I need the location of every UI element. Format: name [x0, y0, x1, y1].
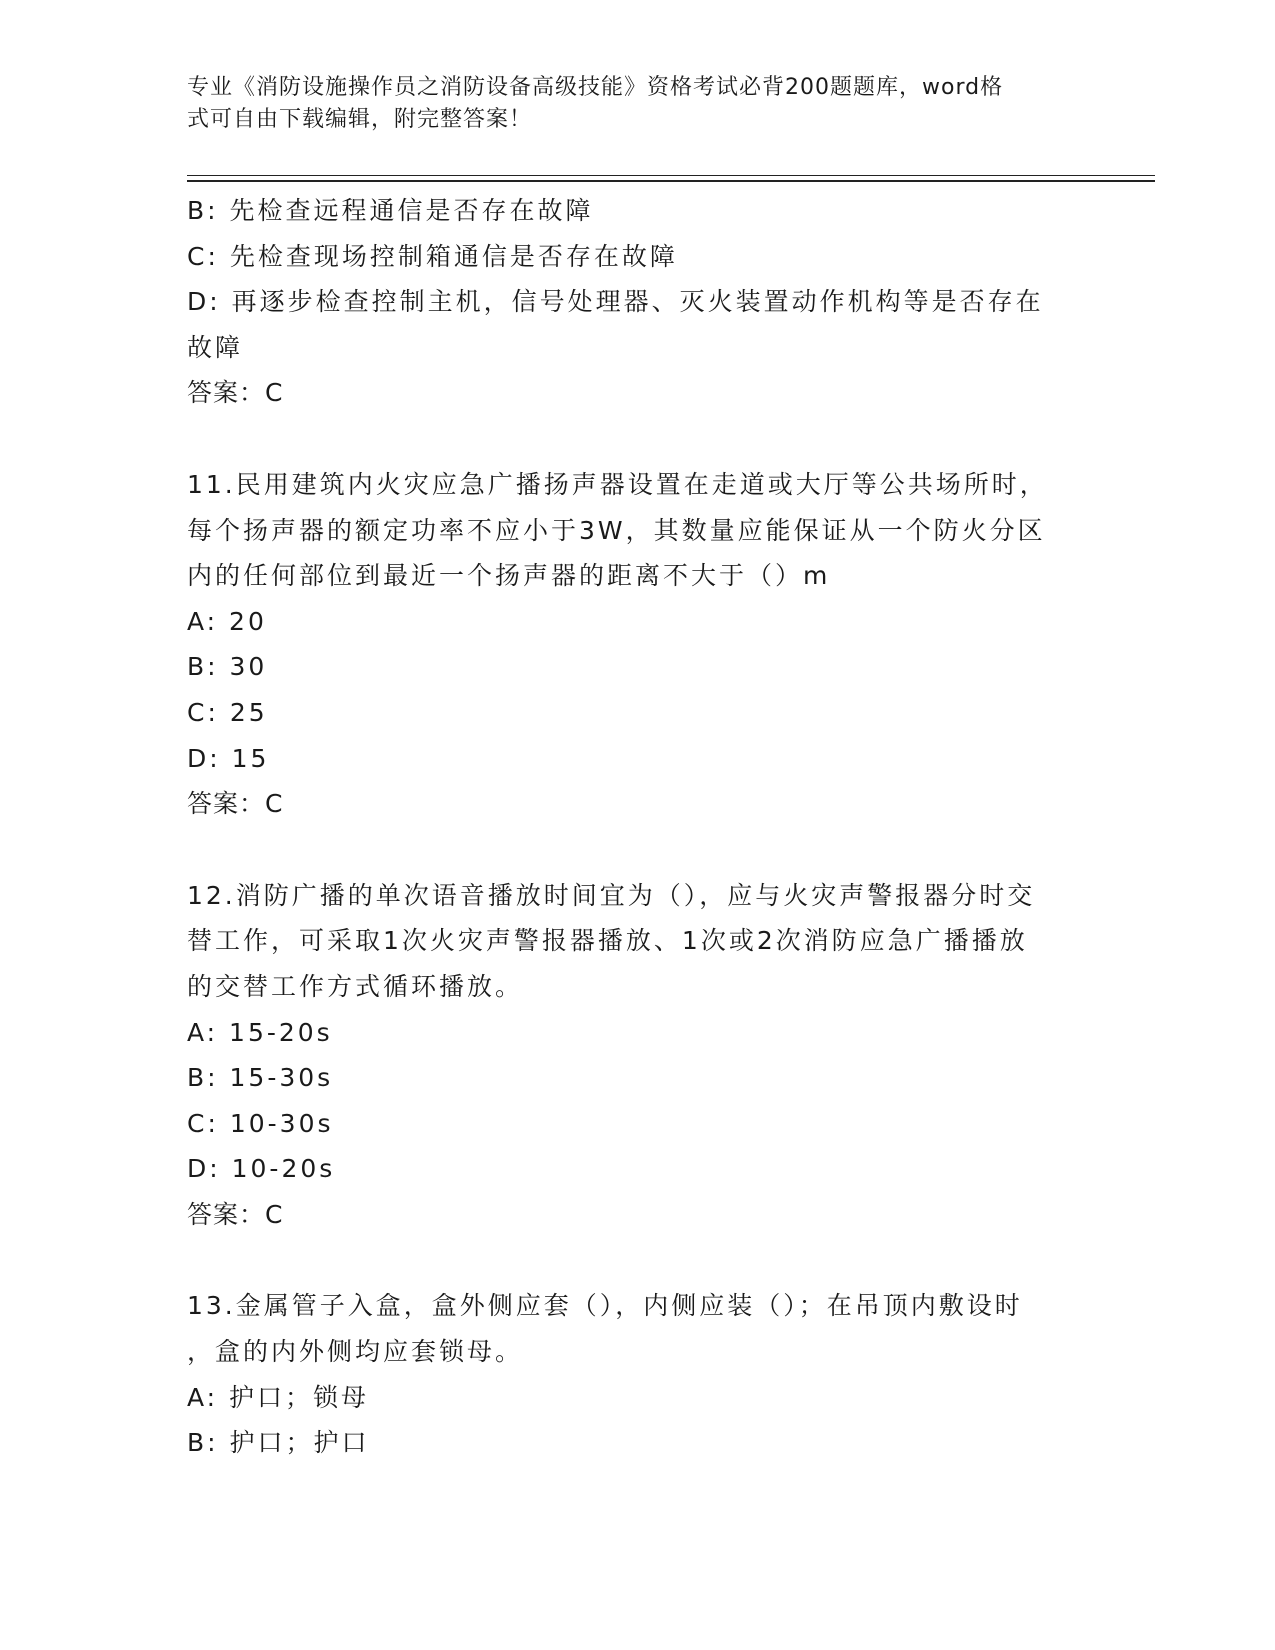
option-c: C: 先检查现场控制箱通信是否存在故障 [187, 241, 678, 271]
option-d: D: 15 [187, 743, 270, 773]
spacer [187, 416, 1087, 462]
option-a: A: 20 [187, 606, 267, 636]
option-c: C: 10-30s [187, 1108, 334, 1138]
question-content [187, 188, 1087, 1466]
question-12 [187, 873, 1087, 1238]
answer: 答案：C [187, 378, 284, 408]
option-b: B: 护口；护口 [187, 1428, 370, 1458]
header-divider-thin [187, 175, 1155, 176]
option-d: D: 再逐步检查控制主机，信号处理器、灭火装置动作机构等是否存在 [187, 287, 1044, 317]
option-d: D: 10-20s [187, 1154, 336, 1184]
answer: 答案：C [187, 1199, 284, 1229]
option-d-continued: 故障 [187, 332, 244, 362]
question-stem: 12.消防广播的单次语音播放时间宜为（），应与火灾声警报器分时交 [187, 880, 1036, 910]
spacer [187, 827, 1087, 873]
option-b: B: 30 [187, 652, 268, 682]
question-stem: 13.金属管子入盒，盒外侧应套（），内侧应装（）；在吊顶内敷设时 [187, 1291, 1023, 1321]
question-13 [187, 1283, 1087, 1465]
question-stem: 每个扬声器的额定功率不应小于3W，其数量应能保证从一个防火分区 [187, 515, 1046, 545]
previous-question-tail [187, 188, 1087, 416]
answer: 答案：C [187, 789, 284, 819]
question-stem: 11.民用建筑内火灾应急广播扬声器设置在走道或大厅等公共场所时， [187, 469, 1048, 499]
option-b: B: 先检查远程通信是否存在故障 [187, 196, 594, 225]
option-a: A: 15-20s [187, 1017, 333, 1047]
header-line-1: 专业《消防设施操作员之消防设备高级技能》资格考试必背200题题库，word格 [187, 75, 1004, 100]
question-stem: 替工作，可采取1次火灾声警报器播放、1次或2次消防应急广播播放 [187, 926, 1028, 956]
document-header [187, 72, 1087, 136]
header-divider-thick [187, 180, 1155, 182]
question-stem: 的交替工作方式循环播放。 [187, 971, 524, 1001]
question-stem: 内的任何部位到最近一个扬声器的距离不大于（）m [187, 561, 831, 591]
header-line-2: 式可自由下载编辑，附完整答案！ [187, 107, 533, 132]
question-stem: ，盒的内外侧均应套锁母。 [187, 1337, 524, 1367]
option-a: A: 护口；锁母 [187, 1382, 370, 1412]
option-c: C: 25 [187, 697, 268, 727]
option-b: B: 15-30s [187, 1063, 334, 1093]
question-11 [187, 462, 1087, 827]
spacer [187, 1237, 1087, 1283]
